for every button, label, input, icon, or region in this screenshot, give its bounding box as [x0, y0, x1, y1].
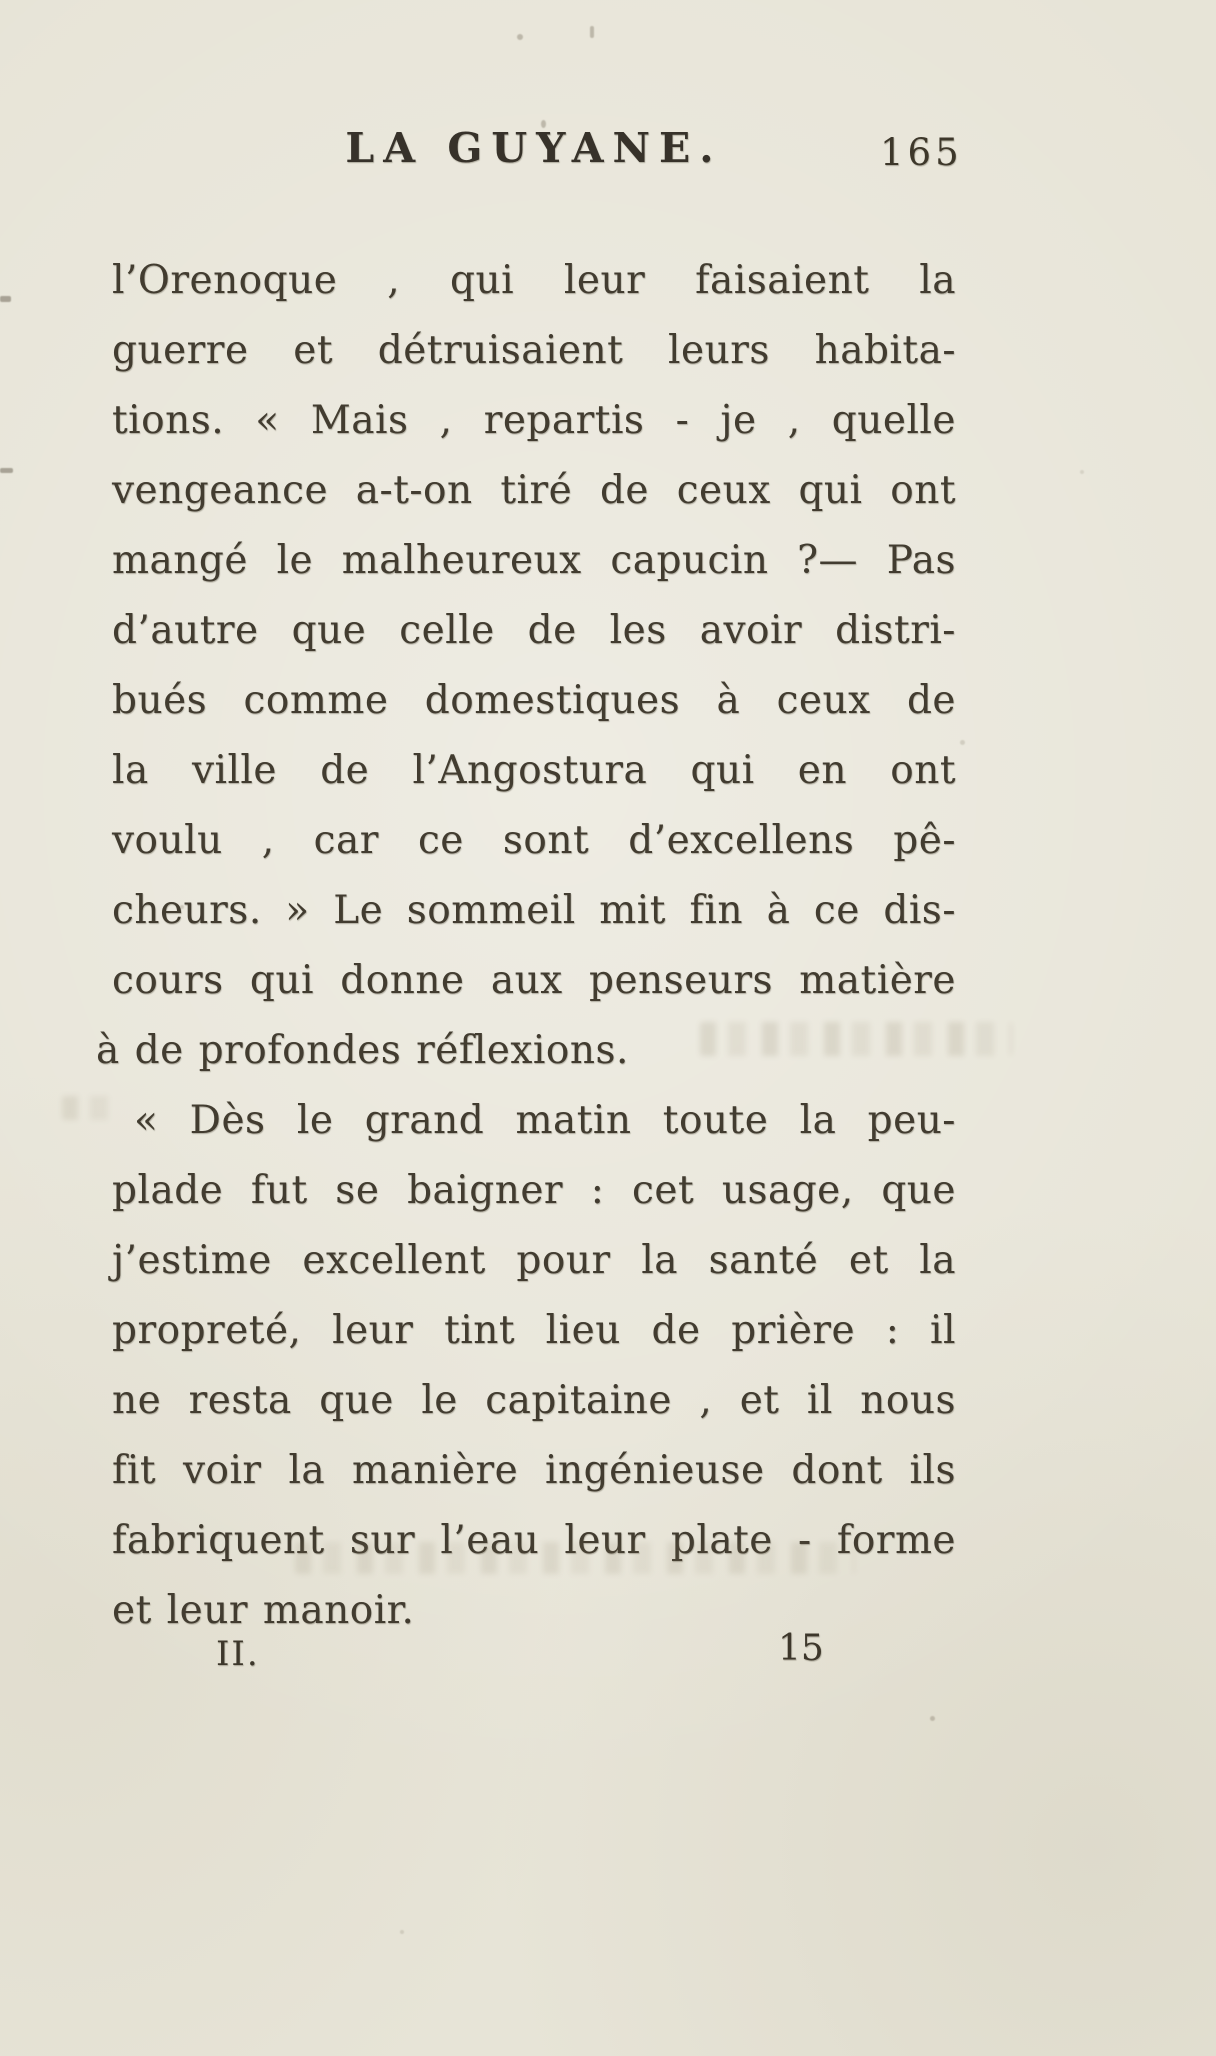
text-line: à de profondes réflexions.	[96, 1028, 629, 1073]
running-head-title: LA GUYANE.	[345, 124, 723, 172]
text-line: fabriquent sur l’eau leur plate - forme	[112, 1518, 956, 1563]
text-line: guerre et détruisaient leurs habita-	[112, 328, 956, 373]
paper-speck	[400, 1930, 404, 1934]
text-line: ne resta que le capitaine , et il nous	[112, 1378, 956, 1423]
paper-speck	[517, 34, 523, 40]
scan-edge-mark	[0, 296, 11, 302]
footer-signature-mark: 15	[778, 1628, 824, 1669]
text-block	[96, 246, 956, 1646]
paper-speck	[541, 120, 546, 128]
scan-edge-mark	[0, 468, 13, 473]
paper-speck	[960, 740, 965, 745]
text-line: d’autre que celle de les avoir distri-	[112, 608, 956, 653]
paper-speck	[1080, 470, 1084, 474]
paragraph	[96, 246, 956, 1086]
text-line: cours qui donne aux penseurs matière	[112, 958, 956, 1003]
show-through-smudge	[62, 1096, 120, 1120]
text-line: fit voir la manière ingénieuse dont ils	[112, 1448, 956, 1493]
text-line: mangé le malheureux capucin ?— Pas	[112, 538, 956, 583]
text-line: vengeance a-t-on tiré de ceux qui ont	[112, 468, 956, 513]
page-number: 165	[880, 131, 963, 174]
paper-speck	[590, 26, 594, 38]
text-line: bués comme domestiques à ceux de	[112, 678, 956, 723]
text-line: la ville de l’Angostura qui en ont	[112, 748, 956, 793]
text-line: j’estime excellent pour la santé et la	[112, 1238, 956, 1283]
text-line: et leur manoir.	[112, 1588, 415, 1633]
text-line: « Dès le grand matin toute la peu-	[134, 1098, 956, 1143]
footer-volume-mark: II.	[216, 1634, 260, 1674]
show-through-smudge	[700, 1022, 1012, 1056]
text-line: propreté, leur tint lieu de prière : il	[112, 1308, 956, 1353]
text-line: voulu , car ce sont d’excellens pê-	[112, 818, 956, 863]
paper-speck	[180, 905, 184, 909]
paper-speck	[930, 1716, 935, 1721]
text-line: cheurs. » Le sommeil mit fin à ce dis-	[112, 888, 956, 933]
text-line: l’Orenoque , qui leur faisaient la	[112, 258, 956, 303]
text-line: plade fut se baigner : cet usage, que	[112, 1168, 956, 1213]
text-line: tions. « Mais , repartis - je , quelle	[112, 398, 956, 443]
show-through-smudge	[295, 1542, 855, 1574]
